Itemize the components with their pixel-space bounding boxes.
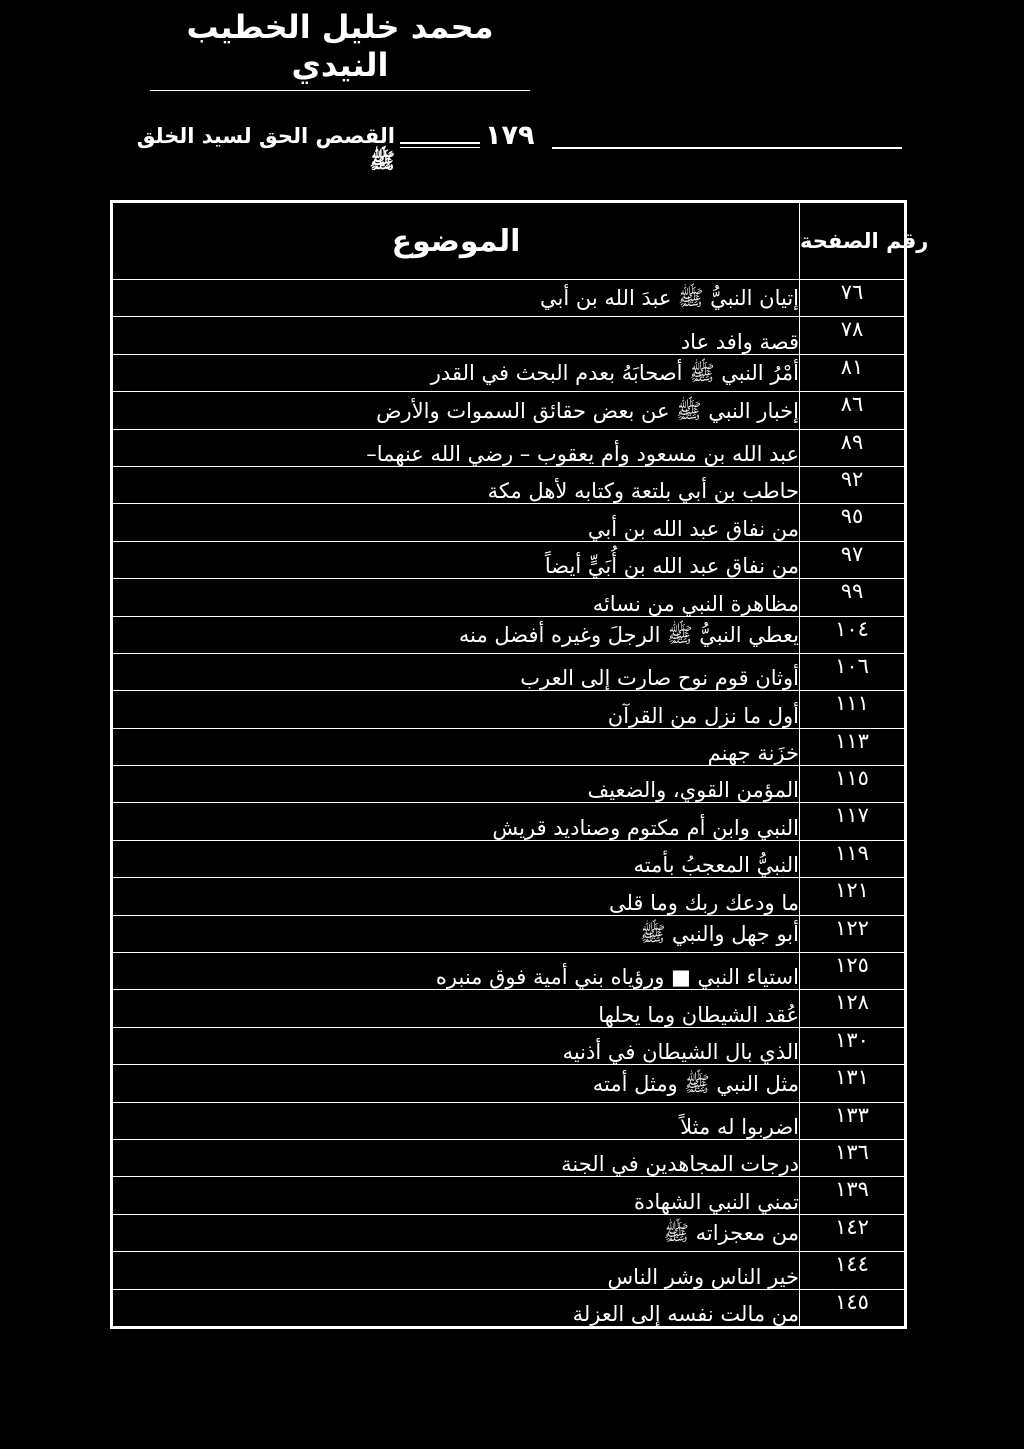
toc-row [113,466,905,503]
header-rule-right [552,147,902,149]
toc-row [113,317,905,354]
toc-row [113,392,905,429]
toc-topic: النبيُّ المعجبُ بأمته [113,840,800,877]
toc-topic: من نفاق عبد الله بن أبي [113,504,800,541]
toc-topic: حاطب بن أبي بلتعة وكتابه لأهل مكة [113,466,800,503]
toc-page-number: ١٣٦ [800,1139,905,1176]
toc-topic: ما ودعك ربك وما قلى [113,878,800,915]
toc-row [113,504,905,541]
toc-page-number: ٩٩ [800,579,905,616]
toc-topic: الذي بال الشيطان في أذنيه [113,1027,800,1064]
toc-row [113,1065,905,1102]
toc-topic: خزَنة جهنم [113,728,800,765]
running-title: القصص الحق لسيد الخلق ﷺ [136,124,395,173]
toc-topic: المؤمن القوي، والضعيف [113,766,800,803]
toc-page-number: ٩٥ [800,504,905,541]
toc-page-number: ١٠٦ [800,653,905,690]
toc-header-row [113,203,905,280]
toc-row [113,1252,905,1289]
toc-topic: استياء النبي ■ ورؤياه بني أمية فوق منبره [113,953,800,990]
toc-topic: تمني النبي الشهادة [113,1177,800,1214]
toc-page-number: ١٣٠ [800,1027,905,1064]
toc-row [113,429,905,466]
toc-page-number: ٨٩ [800,429,905,466]
toc-topic-header: الموضوع [113,203,800,280]
toc-page-number: ١٤٥ [800,1289,905,1326]
toc-topic: عبد الله بن مسعود وأم يعقوب – رضي الله عنهما– [113,429,800,466]
toc-topic: قصة وافد عاد [113,317,800,354]
toc-row [113,280,905,317]
toc-page-number: ٨٦ [800,392,905,429]
toc-row [113,766,905,803]
toc-row [113,1102,905,1139]
toc-page-number: ١١٣ [800,728,905,765]
toc-page-number: ١١٧ [800,803,905,840]
toc-page-number: ٩٢ [800,466,905,503]
toc-page-number: ١١٥ [800,766,905,803]
toc-row [113,878,905,915]
toc-page-number: ٧٨ [800,317,905,354]
toc-row [113,953,905,990]
toc-row [113,1177,905,1214]
toc-row [113,803,905,840]
toc-topic: اضربوا له مثلاً [113,1102,800,1139]
table-of-contents [110,200,929,1329]
toc-row [113,1027,905,1064]
toc-topic: عُقد الشيطان وما يحلها [113,990,800,1027]
toc-topic: خير الناس وشر الناس [113,1252,800,1289]
running-header [110,120,905,173]
toc-row [113,1289,905,1326]
toc-page-number: ١٤٢ [800,1214,905,1251]
toc-page-number: ١٣٣ [800,1102,905,1139]
toc-page-number: ١٣٩ [800,1177,905,1214]
toc-row [113,990,905,1027]
toc-page-number: ١٢٢ [800,915,905,952]
toc-topic: إتيان النبيُّ ﷺ عبدَ الله بن أبي [113,280,800,317]
header-rule-left-2 [400,147,480,148]
toc-page-number: ٩٧ [800,541,905,578]
toc-page-number: ٨١ [800,354,905,391]
toc-topic: درجات المجاهدين في الجنة [113,1139,800,1176]
toc-body [113,280,905,1327]
toc-row [113,728,905,765]
toc-page-header: رقم الصفحة [800,203,905,280]
toc-row [113,541,905,578]
toc-row [113,616,905,653]
page-number: ١٧٩ [485,120,535,151]
toc-page-number: ١٤٤ [800,1252,905,1289]
toc-row [113,691,905,728]
toc-row [113,579,905,616]
toc-page-number: ١٢٨ [800,990,905,1027]
toc-topic: أوثان قوم نوح صارت إلى العرب [113,653,800,690]
toc-topic: مظاهرة النبي من نسائه [113,579,800,616]
toc-topic: أول ما نزل من القرآن [113,691,800,728]
toc-row [113,840,905,877]
toc-topic: يعطي النبيُّ ﷺ الرجلَ وغيره أفضل منه [113,616,800,653]
toc-page-number: ١١١ [800,691,905,728]
toc-row [113,354,905,391]
toc-page-number: ١٣١ [800,1065,905,1102]
toc-topic: أبو جهل والنبي ﷺ [113,915,800,952]
toc-topic: النبي وابن أم مكتوم وصناديد قريش [113,803,800,840]
toc-topic: من نفاق عبد الله بن أُبَيٍّ أيضاً [113,541,800,578]
toc-page-number: ١٢٥ [800,953,905,990]
toc-topic: إخبار النبي ﷺ عن بعض حقائق السموات والأرض [113,392,800,429]
toc-topic: مثل النبي ﷺ ومثل أمته [113,1065,800,1102]
toc-page-number: ١٠٤ [800,616,905,653]
toc-page-number: ٧٦ [800,280,905,317]
toc-topic: أمْرُ النبي ﷺ أصحابَهُ بعدم البحث في القدر [113,354,800,391]
toc-topic: من معجزاته ﷺ [113,1214,800,1251]
toc-row [113,915,905,952]
toc-page-number: ١١٩ [800,840,905,877]
toc-row [113,1214,905,1251]
toc-topic: من مالت نفسه إلى العزلة [113,1289,800,1326]
toc-row [113,653,905,690]
toc-table [112,202,929,1327]
book-author-header: محمد خليل الخطيب النيدي [150,8,530,91]
header-rule-left [400,142,480,144]
toc-page-number: ١٢١ [800,878,905,915]
toc-row [113,1139,905,1176]
